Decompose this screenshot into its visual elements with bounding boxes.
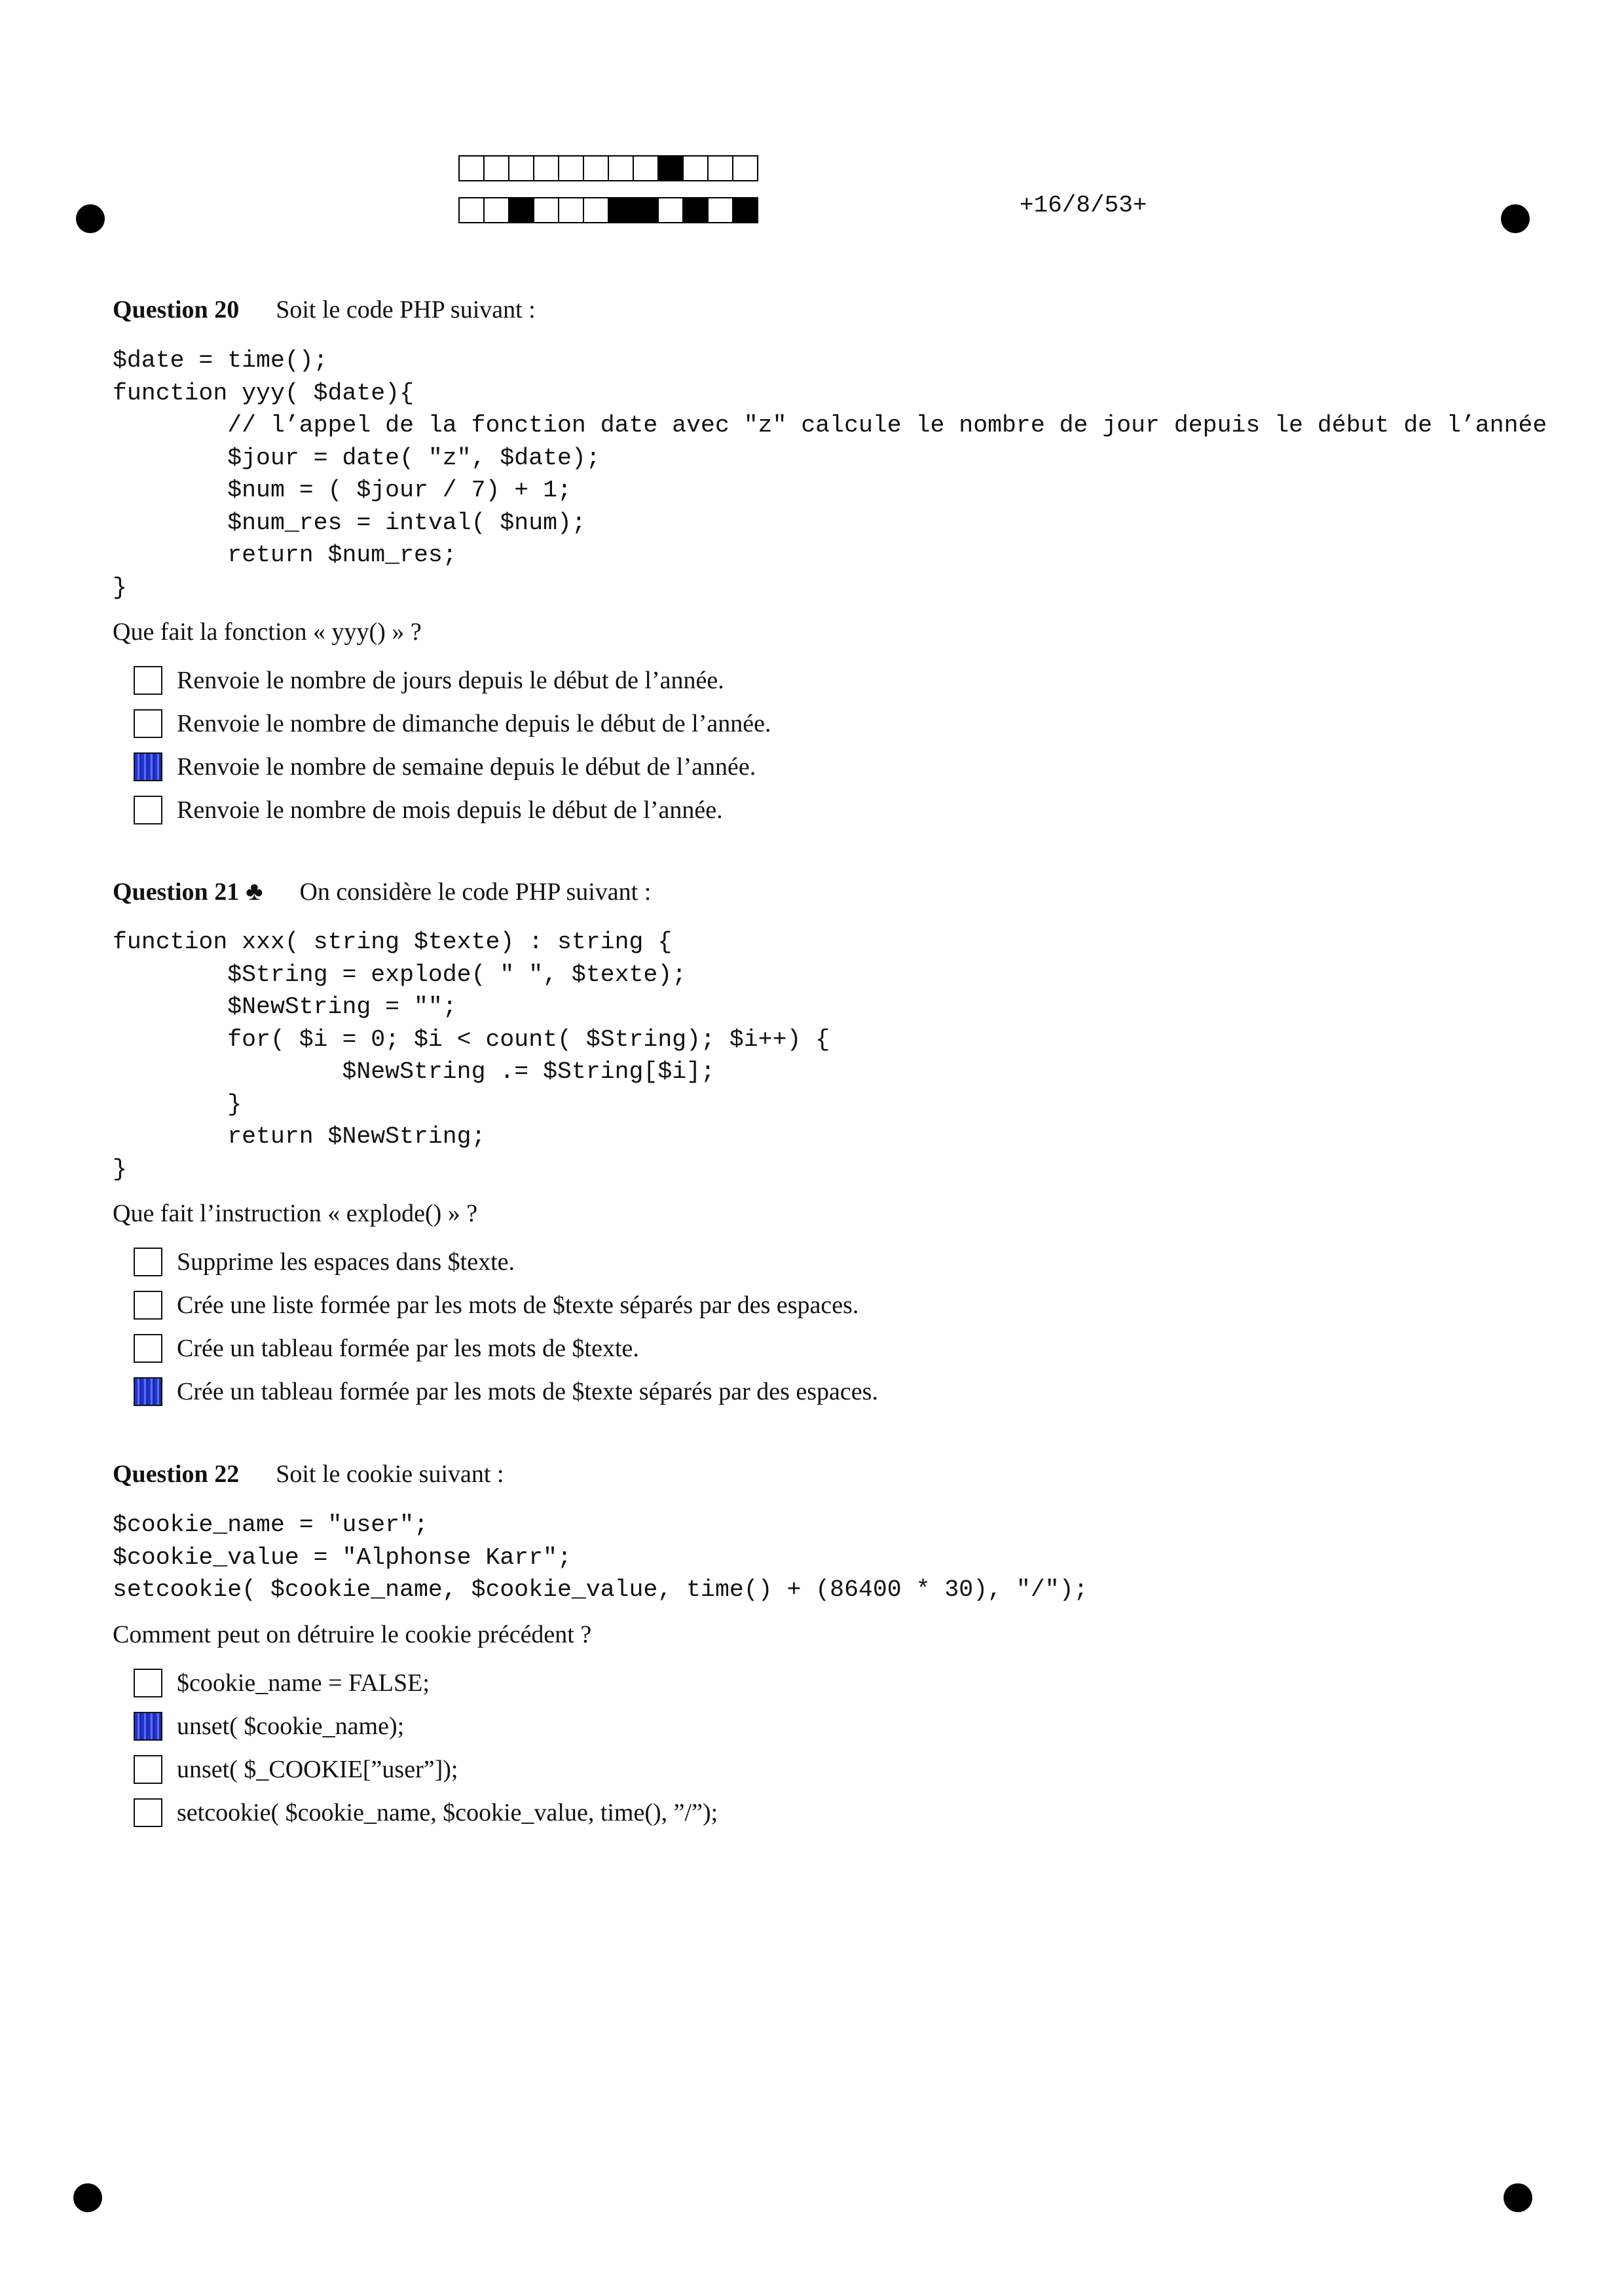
answer-choice[interactable]	[134, 702, 1540, 745]
barcode-cell	[732, 155, 758, 181]
checkbox[interactable]	[134, 1248, 162, 1276]
registration-mark-top-left	[76, 204, 105, 233]
answer-label: $cookie_name = FALSE;	[177, 1669, 430, 1697]
answer-choice[interactable]	[134, 659, 1540, 702]
question-header	[113, 876, 1540, 906]
barcode-cell	[508, 155, 534, 181]
barcode-cell	[508, 197, 534, 223]
question-21	[113, 876, 1540, 1413]
answer-label: setcookie( $cookie_name, $cookie_value, time(), ”/”);	[177, 1798, 718, 1826]
question-title: Question 21	[113, 878, 240, 906]
barcode-cell	[707, 197, 733, 223]
question-prompt: Comment peut on détruire le cookie précédent ?	[113, 1620, 592, 1648]
question-title: Question 20	[113, 296, 240, 324]
question-prompt: Que fait la fonction « yyy() » ?	[113, 618, 422, 646]
barcode-cell	[608, 155, 634, 181]
checkbox[interactable]	[134, 1291, 162, 1320]
barcode-cell	[533, 155, 559, 181]
page-identifier: +16/8/53+	[1020, 192, 1147, 219]
answer-choice[interactable]	[134, 1327, 1540, 1370]
answer-choice[interactable]	[134, 1661, 1540, 1705]
barcode-cell	[633, 197, 659, 223]
checkbox[interactable]	[134, 1798, 162, 1827]
answer-choice[interactable]	[134, 788, 1540, 832]
barcode-row	[458, 197, 757, 223]
answer-choices	[113, 1661, 1540, 1834]
answer-choice[interactable]	[134, 1705, 1540, 1748]
question-header	[113, 1459, 1540, 1489]
answer-choice[interactable]	[134, 1748, 1540, 1791]
code-block: $cookie_name = "user"; $cookie_value = "Alphonse Karr"; setcookie( $cookie_name, $cookie_value, time() + (86400 * 30), "/");	[113, 1511, 1088, 1603]
barcode-cell	[583, 197, 609, 223]
answer-label: Crée un tableau formée par les mots de $texte séparés par des espaces.	[177, 1378, 878, 1405]
question-20	[113, 295, 1547, 832]
club-icon: ♣	[246, 876, 263, 906]
answer-choice[interactable]	[134, 1240, 1540, 1284]
answer-choice[interactable]	[134, 1284, 1540, 1327]
page-barcode	[458, 155, 757, 239]
barcode-cell	[633, 155, 659, 181]
answer-label: Renvoie le nombre de jours depuis le début de l’année.	[177, 667, 724, 694]
barcode-cell	[732, 197, 758, 223]
registration-mark-bottom-right	[1504, 2183, 1532, 2212]
barcode-cell	[583, 155, 609, 181]
checkbox[interactable]	[134, 1334, 162, 1363]
question-intro: Soit le cookie suivant :	[276, 1460, 504, 1488]
barcode-cell	[682, 197, 709, 223]
answer-choice[interactable]	[134, 1370, 1540, 1413]
checkbox[interactable]	[134, 1669, 162, 1697]
answer-choices	[113, 1240, 1540, 1413]
barcode-row	[458, 155, 757, 181]
barcode-cell	[682, 155, 709, 181]
barcode-cell	[608, 197, 634, 223]
answer-label: Renvoie le nombre de dimanche depuis le début de l’année.	[177, 710, 771, 737]
registration-mark-bottom-left	[73, 2183, 102, 2212]
question-prompt: Que fait l’instruction « explode() » ?	[113, 1200, 478, 1227]
barcode-cell	[657, 197, 684, 223]
barcode-cell	[483, 197, 509, 223]
checkbox[interactable]	[134, 1377, 162, 1406]
code-block: function xxx( string $texte) : string { $String = explode( " ", $texte); $NewString = ""; for( $i = 0; $i < count( $String); $i++) { $NewString .= $String[$i]; } return $NewString; }	[113, 929, 830, 1183]
code-block: $date = time(); function yyy( $date){ // l’appel de la fonction date avec "z" calcule le nombre de jour depuis le début de l’année $jour = date( "z", $date); $num = ( $jour / 7) + 1; $num_res = intval( $num); return $num_res; }	[113, 347, 1547, 601]
answer-choices	[113, 659, 1540, 832]
barcode-cell	[558, 155, 584, 181]
answer-label: Crée un tableau formée par les mots de $texte.	[177, 1335, 639, 1362]
checkbox[interactable]	[134, 796, 162, 824]
checkbox[interactable]	[134, 1755, 162, 1784]
barcode-cell	[533, 197, 559, 223]
answer-label: unset( $_COOKIE[”user”]);	[177, 1755, 458, 1783]
answer-choice[interactable]	[134, 1791, 1540, 1834]
checkbox[interactable]	[134, 666, 162, 695]
answer-label: Renvoie le nombre de mois depuis le début de l’année.	[177, 796, 723, 824]
checkbox[interactable]	[134, 1712, 162, 1741]
answer-label: unset( $cookie_name);	[177, 1712, 405, 1740]
barcode-cell	[707, 155, 733, 181]
answer-choice[interactable]	[134, 745, 1540, 788]
barcode-cell	[657, 155, 684, 181]
checkbox[interactable]	[134, 709, 162, 738]
question-intro: Soit le code PHP suivant :	[276, 296, 536, 324]
checkbox[interactable]	[134, 752, 162, 781]
barcode-cell	[458, 155, 485, 181]
question-22	[113, 1459, 1540, 1834]
barcode-cell	[483, 155, 509, 181]
question-intro: On considère le code PHP suivant :	[299, 878, 652, 906]
answer-label: Crée une liste formée par les mots de $texte séparés par des espaces.	[177, 1291, 859, 1319]
registration-mark-top-right	[1501, 204, 1530, 233]
barcode-cell	[558, 197, 584, 223]
barcode-cell	[458, 197, 485, 223]
answer-label: Supprime les espaces dans $texte.	[177, 1248, 515, 1276]
answer-label: Renvoie le nombre de semaine depuis le début de l’année.	[177, 753, 756, 781]
question-header	[113, 295, 1540, 325]
question-title: Question 22	[113, 1460, 240, 1488]
